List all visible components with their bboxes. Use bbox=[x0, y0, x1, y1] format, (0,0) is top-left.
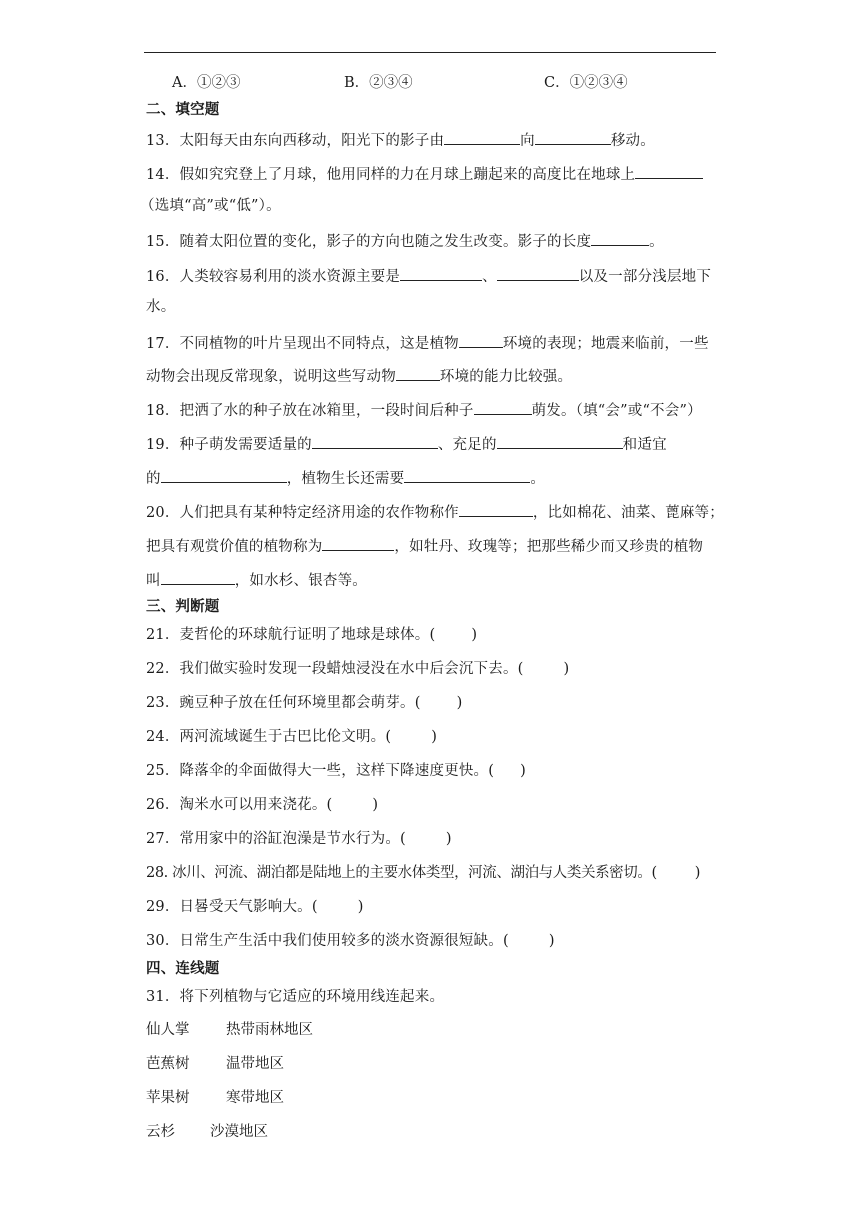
question-26: 26．淘米水可以用来浇花。( ) bbox=[146, 797, 379, 813]
match-env-3[interactable]: 寒带地区 bbox=[226, 1090, 284, 1106]
question-30: 30．日常生产生活中我们使用较多的淡水资源很短缺。( ) bbox=[146, 933, 555, 949]
question-14: 14．假如究究登上了月球，他用同样的力在月球上蹦起来的高度比在地球上 bbox=[146, 163, 703, 185]
section-heading-fill-blank: 二、填空题 bbox=[146, 101, 220, 118]
match-plant-2[interactable]: 芭蕉树 bbox=[146, 1056, 190, 1072]
question-25: 25．降落伞的伞面做得大一些，这样下降速度更快。( ) bbox=[146, 763, 526, 779]
option-c: C．①②③④ bbox=[544, 75, 628, 91]
answer-blank[interactable] bbox=[322, 535, 394, 551]
question-21: 21．麦哲伦的环球航行证明了地球是球体。( ) bbox=[146, 627, 478, 643]
section-heading-matching: 四、连线题 bbox=[146, 960, 220, 977]
answer-blank[interactable] bbox=[161, 467, 287, 483]
match-plant-3[interactable]: 苹果树 bbox=[146, 1090, 190, 1106]
answer-blank[interactable] bbox=[404, 467, 530, 483]
question-16: 16．人类较容易利用的淡水资源主要是 、 以及一部分浅层地下 bbox=[146, 265, 711, 287]
answer-blank[interactable] bbox=[400, 265, 482, 281]
answer-blank[interactable] bbox=[396, 365, 440, 381]
question-18: 18．把洒了水的种子放在冰箱里，一段时间后种子 萌发。（填“会”或“不会”） bbox=[146, 399, 702, 421]
question-20: 20．人们把具有某种特定经济用途的农作物称作 ，比如棉花、油菜、蓖麻等； bbox=[146, 501, 724, 523]
question-20-line2: 把具有观赏价值的植物称为 ，如牡丹、玫瑰等；把那些稀少而又珍贵的植物 bbox=[146, 535, 703, 557]
answer-blank[interactable] bbox=[312, 433, 438, 449]
question-14-line2: （选填“高”或“低”）。 bbox=[140, 198, 281, 214]
question-17-line2: 动物会出现反常现象，说明这些写动物 环境的能力比较强。 bbox=[146, 365, 572, 387]
match-plant-4[interactable]: 云杉 bbox=[146, 1124, 175, 1140]
answer-blank[interactable] bbox=[591, 230, 649, 246]
answer-blank[interactable] bbox=[474, 399, 532, 415]
answer-blank[interactable] bbox=[161, 569, 235, 585]
question-28: 28. 冰川、河流、湖泊都是陆地上的主要水体类型，河流、湖泊与人类关系密切。( ) bbox=[146, 865, 700, 881]
question-29: 29．日晷受天气影响大。( ) bbox=[146, 899, 364, 915]
answer-blank[interactable] bbox=[635, 163, 703, 179]
question-22: 22．我们做实验时发现一段蜡烛浸没在水中后会沉下去。( ) bbox=[146, 661, 570, 677]
question-16-line2: 水。 bbox=[146, 299, 176, 315]
answer-blank[interactable] bbox=[497, 433, 623, 449]
question-13: 13．太阳每天由东向西移动，阳光下的影子由 向 移动。 bbox=[146, 129, 655, 151]
answer-blank[interactable] bbox=[459, 332, 503, 348]
match-env-4[interactable]: 沙漠地区 bbox=[210, 1124, 268, 1140]
option-a: A．①②③ bbox=[172, 75, 241, 91]
answer-blank[interactable] bbox=[535, 129, 611, 145]
answer-blank[interactable] bbox=[444, 129, 520, 145]
question-15: 15．随着太阳位置的变化，影子的方向也随之发生改变。影子的长度 。 bbox=[146, 230, 664, 252]
question-23: 23．豌豆种子放在任何环境里都会萌芽。( ) bbox=[146, 695, 463, 711]
match-env-2[interactable]: 温带地区 bbox=[226, 1056, 284, 1072]
match-plant-1[interactable]: 仙人掌 bbox=[146, 1022, 190, 1038]
question-24: 24．两河流域诞生于古巴比伦文明。( ) bbox=[146, 729, 438, 745]
question-17: 17．不同植物的叶片呈现出不同特点，这是植物 环境的表现；地震来临前，一些 bbox=[146, 332, 709, 354]
question-19-line2: 的 ，植物生长还需要 。 bbox=[146, 467, 545, 489]
question-27: 27．常用家中的浴缸泡澡是节水行为。( ) bbox=[146, 831, 452, 847]
header-rule bbox=[144, 52, 716, 53]
match-env-1[interactable]: 热带雨林地区 bbox=[226, 1022, 313, 1038]
section-heading-true-false: 三、判断题 bbox=[146, 598, 220, 615]
question-31: 31．将下列植物与它适应的环境用线连起来。 bbox=[146, 989, 445, 1005]
question-19: 19．种子萌发需要适量的 、充足的 和适宜 bbox=[146, 433, 667, 455]
option-b: B．②③④ bbox=[344, 75, 413, 91]
answer-blank[interactable] bbox=[459, 501, 533, 517]
question-20-line3: 叫 ，如水杉、银杏等。 bbox=[146, 569, 367, 591]
answer-blank[interactable] bbox=[497, 265, 579, 281]
